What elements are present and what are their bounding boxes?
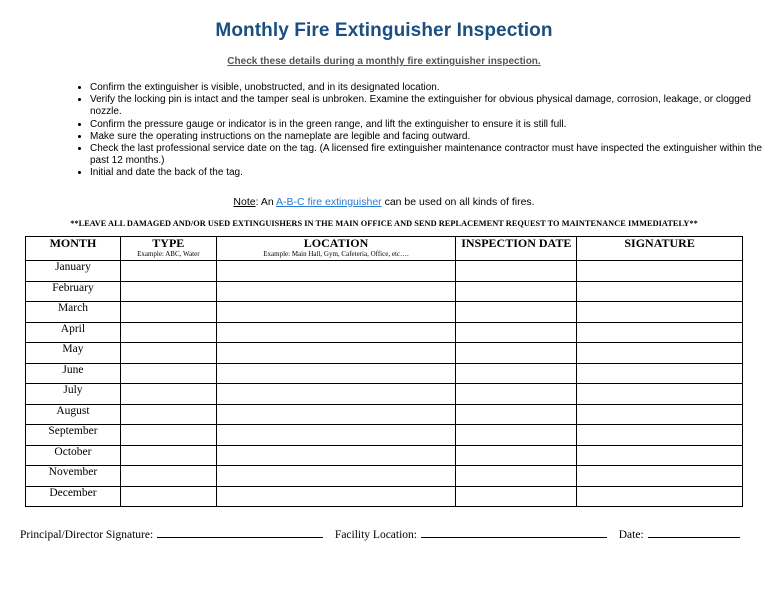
signature-cell[interactable] <box>577 261 743 282</box>
location-cell[interactable] <box>216 466 456 487</box>
location-cell[interactable] <box>216 261 456 282</box>
month-cell: August <box>26 404 121 425</box>
location-cell[interactable] <box>216 322 456 343</box>
checklist-item: • Confirm the extinguisher is visible, unobstructed, and in its designated location. <box>90 82 768 94</box>
signature-cell[interactable] <box>577 404 743 425</box>
inspection-date-cell[interactable] <box>456 363 577 384</box>
page-subtitle: Check these details during a monthly fire extinguisher inspection. <box>227 56 541 67</box>
inspection-date-cell[interactable] <box>456 384 577 405</box>
page-title: Monthly Fire Extinguisher Inspection <box>215 20 553 41</box>
location-cell[interactable] <box>216 281 456 302</box>
month-header-label: MONTH <box>49 236 97 250</box>
type-cell[interactable] <box>120 261 216 282</box>
month-cell: July <box>26 384 121 405</box>
signature-cell[interactable] <box>577 281 743 302</box>
location-cell[interactable] <box>216 343 456 364</box>
type-cell[interactable] <box>120 322 216 343</box>
table-row <box>26 404 743 425</box>
month-cell: March <box>26 302 121 323</box>
abc-extinguisher-link[interactable]: A-B-C fire extinguisher <box>276 196 382 208</box>
checklist-item: • Verify the locking pin is intact and the tamper seal is unbroken. Examine the extinguisher for obvious physical damage, corrosion, leakage, or clogged nozzle. <box>90 94 768 118</box>
type-cell[interactable] <box>120 425 216 446</box>
month-cell: April <box>26 322 121 343</box>
inspection-date-header-label: INSPECTION DATE <box>461 236 572 250</box>
inspection-date-cell[interactable] <box>456 343 577 364</box>
inspection-date-cell[interactable] <box>456 281 577 302</box>
table-row <box>26 425 743 446</box>
table-row <box>26 343 743 364</box>
type-header <box>120 237 216 261</box>
table-header-row <box>26 237 743 261</box>
table-row <box>26 302 743 323</box>
type-cell[interactable] <box>120 302 216 323</box>
checklist-item: • Check the last professional service date on the tag. (A licensed fire extinguisher maintenance contractor must have inspected the extinguisher within the past 12 months.) <box>90 143 768 167</box>
table-row <box>26 281 743 302</box>
location-cell[interactable] <box>216 384 456 405</box>
type-cell[interactable] <box>120 466 216 487</box>
signature-cell[interactable] <box>577 425 743 446</box>
month-cell: June <box>26 363 121 384</box>
type-cell[interactable] <box>120 343 216 364</box>
location-cell[interactable] <box>216 363 456 384</box>
type-cell[interactable] <box>120 384 216 405</box>
type-cell[interactable] <box>120 363 216 384</box>
inspection-date-cell[interactable] <box>456 404 577 425</box>
table-row <box>26 486 743 507</box>
inspection-date-header <box>456 237 577 261</box>
table-row <box>26 466 743 487</box>
type-example: Example: ABC, Water <box>137 250 200 258</box>
type-cell[interactable] <box>120 445 216 466</box>
location-cell[interactable] <box>216 404 456 425</box>
month-cell: December <box>26 486 121 507</box>
inspection-date-cell[interactable] <box>456 302 577 323</box>
footer <box>20 526 760 541</box>
inspection-date-cell[interactable] <box>456 425 577 446</box>
location-cell[interactable] <box>216 425 456 446</box>
facility-location-field[interactable] <box>421 526 607 538</box>
warning-notice: **LEAVE ALL DAMAGED AND/OR USED EXTINGUISHERS IN THE MAIN OFFICE AND SEND REPLACEMENT REQUEST TO MAINTENANCE IMMEDIATELY** <box>70 219 698 228</box>
inspection-date-cell[interactable] <box>456 445 577 466</box>
note-label: Note <box>233 196 256 208</box>
date-label: Date: <box>618 529 644 541</box>
table-row <box>26 322 743 343</box>
type-cell[interactable] <box>120 281 216 302</box>
location-cell[interactable] <box>216 445 456 466</box>
signature-cell[interactable] <box>577 466 743 487</box>
month-cell: October <box>26 445 121 466</box>
inspection-date-cell[interactable] <box>456 486 577 507</box>
location-header <box>216 237 456 261</box>
signature-cell[interactable] <box>577 486 743 507</box>
signature-cell[interactable] <box>577 302 743 323</box>
signature-cell[interactable] <box>577 384 743 405</box>
signature-cell[interactable] <box>577 343 743 364</box>
date-field[interactable] <box>648 526 740 538</box>
location-example: Example: Main Hall, Gym, Cafeteria, Office, etc…. <box>263 250 409 258</box>
inspection-date-cell[interactable] <box>456 466 577 487</box>
location-cell[interactable] <box>216 302 456 323</box>
table-row <box>26 261 743 282</box>
inspection-date-cell[interactable] <box>456 261 577 282</box>
month-cell: September <box>26 425 121 446</box>
month-cell: November <box>26 466 121 487</box>
inspection-date-cell[interactable] <box>456 322 577 343</box>
note <box>0 196 768 208</box>
location-header-label: LOCATION <box>303 236 369 250</box>
table-row <box>26 384 743 405</box>
inspection-log-table <box>25 236 743 507</box>
month-header <box>26 237 121 261</box>
facility-location-label: Facility Location: <box>334 529 417 541</box>
signature-cell[interactable] <box>577 445 743 466</box>
type-cell[interactable] <box>120 404 216 425</box>
signature-header <box>577 237 743 261</box>
inspection-checklist <box>62 82 768 180</box>
signature-header-label: SIGNATURE <box>624 236 695 250</box>
note-prefix: : An <box>255 196 277 208</box>
type-cell[interactable] <box>120 486 216 507</box>
table-body <box>26 261 743 507</box>
checklist-item: • Make sure the operating instructions on the nameplate are legible and facing outward. <box>90 131 768 143</box>
table-row <box>26 445 743 466</box>
principal-signature-field[interactable] <box>157 526 323 538</box>
type-header-label: TYPE <box>152 236 185 250</box>
signature-cell[interactable] <box>577 363 743 384</box>
checklist-item: • Confirm the pressure gauge or indicator is in the green range, and lift the extinguisher to ensure it is still full. <box>90 119 768 131</box>
signature-cell[interactable] <box>577 322 743 343</box>
note-suffix: can be used on all kinds of fires. <box>381 196 535 208</box>
checklist-item: • Initial and date the back of the tag. <box>90 167 768 179</box>
table-row <box>26 363 743 384</box>
principal-signature-label: Principal/Director Signature: <box>20 529 154 541</box>
month-cell: February <box>26 281 121 302</box>
location-cell[interactable] <box>216 486 456 507</box>
month-cell: May <box>26 343 121 364</box>
month-cell: January <box>26 261 121 282</box>
